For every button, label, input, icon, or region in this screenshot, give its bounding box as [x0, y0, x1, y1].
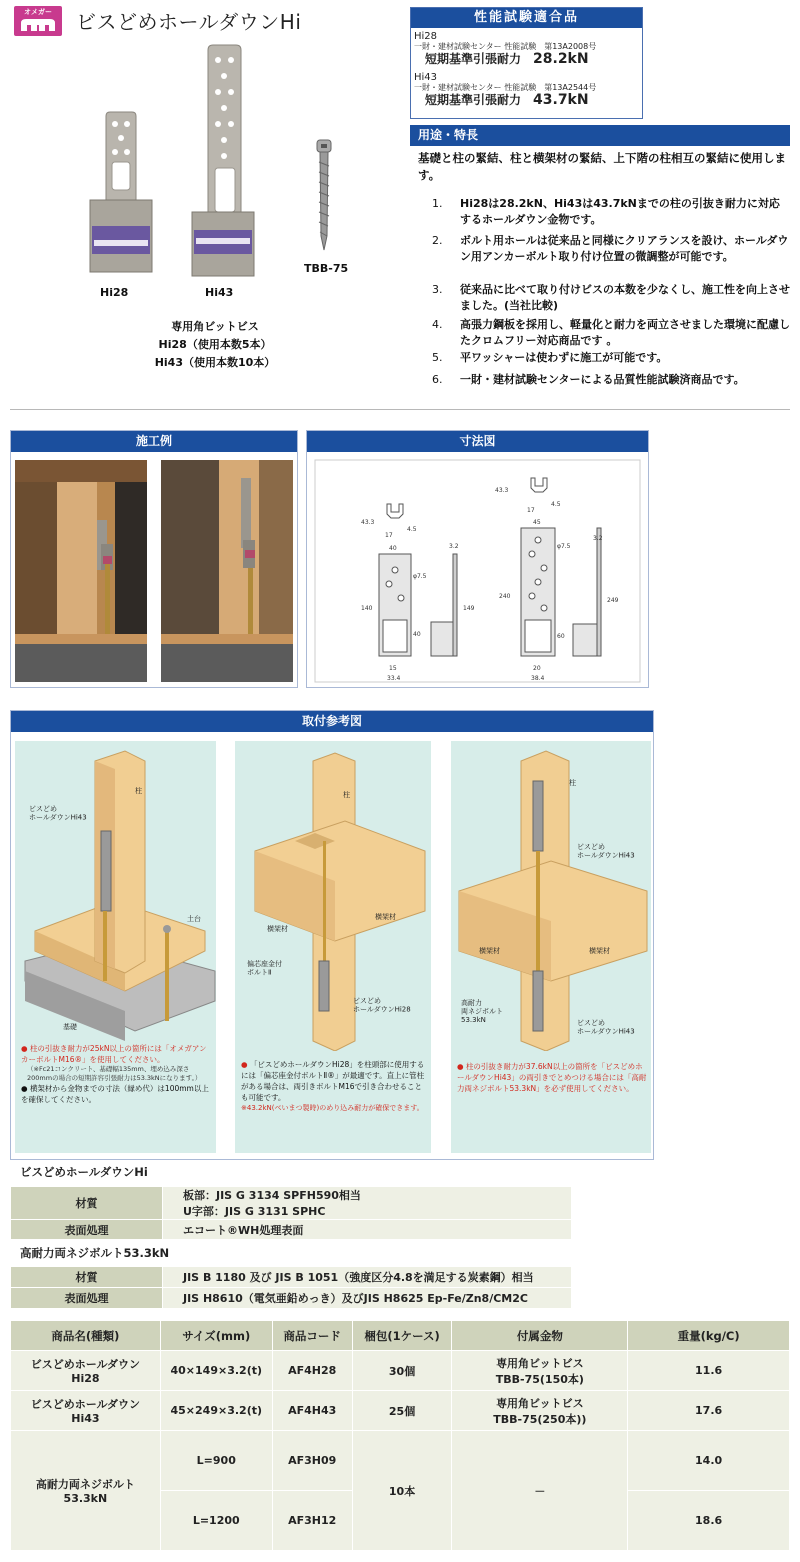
label-beam-right: 横架材 — [375, 913, 396, 921]
screw-usage-caption — [140, 318, 290, 372]
spec-row — [11, 1267, 572, 1288]
section-divider — [10, 409, 790, 410]
omega-mark-icon — [19, 17, 57, 33]
caption-line: Hi28（使用本数5本） — [158, 338, 272, 351]
construction-example-section — [10, 430, 298, 688]
accessory-line: 専用角ビットビス — [496, 1396, 584, 1410]
cell-name — [11, 1431, 161, 1551]
feature-number: 3. — [432, 283, 443, 296]
hi43-photo — [192, 45, 254, 276]
hi43-b2: 38.4 — [531, 675, 545, 682]
name-line: Hi28 — [71, 1372, 100, 1385]
note-text: 横架材から金物までの寸法（縁め代）は100mm以上を確保してください。 — [21, 1084, 209, 1104]
spec-value — [163, 1187, 572, 1220]
hi28-photo — [90, 112, 152, 272]
name-line: 53.3kN — [63, 1492, 108, 1505]
hi43-d1: 43.3 — [495, 487, 509, 494]
cell-pack: 10本 — [352, 1431, 452, 1551]
note-text: 「ビスどめホールダウンHi28」を柱頭部に使用するには「偏芯座金付ボルトⅡ®」が最適です。直上に管柱がある場合は、両引きボルトM16で引き合わせることも可能です。 — [241, 1060, 425, 1102]
spec-line: U字部：JIS G 3131 SPHC — [183, 1205, 326, 1218]
feature-item — [432, 282, 790, 314]
feature-text: 高張力鋼板を採用し、軽量化と耐力を両立させました環境に配慮したクロムフリー対応商品です 。 — [460, 318, 790, 347]
name-line: ビスどめホールダウン — [30, 1358, 141, 1371]
label-foundation: 基礎 — [63, 1023, 77, 1031]
hi43-h2: 60 — [557, 633, 565, 640]
table-row — [11, 1391, 790, 1431]
feature-item — [432, 372, 790, 388]
feature-text: ボルト用ホールは従来品と同様にクリアランスを設け、ホールダウン用アンカーボルト取り付け位置の微調整が可能です。 — [460, 234, 789, 263]
feature-number: 5. — [432, 351, 443, 364]
note-text: 柱の引抜き耐力が37.6kN以上の箇所を「ビスどめホールダウンHi43」の両引きでとめつける場合には「高耐力両ネジボルト53.3kN」を必ず使用してください。 — [457, 1062, 647, 1093]
header-accessory: 付属金物 — [452, 1321, 628, 1351]
cell-size: L=1200 — [160, 1491, 272, 1551]
name-line: ビスどめホールダウン — [30, 1398, 141, 1411]
feature-item — [432, 350, 790, 366]
screw-caption: TBB-75 — [304, 262, 349, 275]
cell-code: AF3H09 — [272, 1431, 352, 1491]
note-sub: （※Fc21コンクリート、基礎幅135mm、埋め込み深さ200mmの場合の短期許容引張耐力は53.3kNになります。） — [27, 1065, 202, 1082]
hi28-d3: 4.5 — [407, 526, 417, 533]
table-row — [11, 1431, 790, 1491]
tbb75-screw-photo — [317, 140, 331, 250]
hi28-h3: 149 — [463, 605, 475, 612]
certification-heading: 性能試験適合品 — [411, 8, 642, 28]
spec-row — [11, 1220, 572, 1240]
label-hd-top: ビスどめホールダウンHi43 — [577, 843, 635, 860]
cell-accessory: － — [452, 1431, 628, 1551]
cert-org: 一財・建材試験センター 性能試験 第13A2008号 — [414, 42, 597, 51]
installation-diagram-beam-top — [235, 741, 431, 1153]
feature-text: Hi28は28.2kN、Hi43は43.7kNまでの柱の引抜き耐力に対応するホールダウン金物です。 — [460, 197, 780, 226]
caption-line: Hi43（使用本数10本） — [154, 356, 276, 369]
note: ● 「ビスどめホールダウンHi28」を柱頭部に使用するには「偏芯座金付ボルトⅡ®」が最適です。直上に管柱がある場合は、両引きボルトM16で引き合わせることも可能です。 — [241, 1060, 425, 1102]
feature-number: 2. — [432, 234, 443, 247]
note-text: 柱の引抜き耐力が25kN以上の箇所には「オメガアンカーボルトM16®」を使用してください。 — [21, 1044, 207, 1064]
page-title: ビスどめホールダウンHi — [76, 10, 302, 34]
feature-text: 平ワッシャーは使わずに施工が可能です。 — [460, 351, 668, 364]
cell-size: 40×149×3.2(t) — [160, 1351, 272, 1391]
label-bolt: 高耐力両ネジボルト 53.3kN — [461, 999, 503, 1024]
cell-weight: 18.6 — [628, 1491, 790, 1551]
header-name: 商品名(種類) — [11, 1321, 161, 1351]
hi43-width: 45 — [533, 519, 541, 526]
hi28-caption: Hi28 — [100, 286, 129, 299]
cell-pack: 25個 — [352, 1391, 452, 1431]
spec-value: JIS B 1180 及び JIS B 1051（強度区分4.8を満足する炭素鋼）相当 — [163, 1267, 572, 1288]
feature-number: 1. — [432, 197, 443, 210]
spec-title-holddown: ビスどめホールダウンHi — [20, 1165, 148, 1179]
label-pillar: 柱 — [135, 787, 142, 795]
note: ● 横架材から金物までの寸法（縁め代）は100mm以上を確保してください。 — [21, 1084, 209, 1104]
hi28-hole: φ7.5 — [413, 573, 427, 580]
accessory-line: TBB-75(150本) — [495, 1372, 584, 1386]
hi43-d3: 4.5 — [551, 501, 561, 508]
cert-model: Hi28 — [414, 31, 438, 42]
product-table-header — [11, 1321, 790, 1351]
cell-accessory — [452, 1391, 628, 1431]
spec-line: 板部：JIS G 3134 SPFH590相当 — [183, 1189, 361, 1202]
features-intro: 基礎と柱の緊結、柱と横架材の緊結、上下階の柱相互の緊結に使用します。 — [418, 151, 786, 182]
label-beam-right: 横架材 — [589, 947, 610, 955]
note-sub: ※43.2kN(べいまつ製時)のめり込み耐力が確保できます。 — [241, 1104, 424, 1112]
cell-size: 45×249×3.2(t) — [160, 1391, 272, 1431]
cert-value: 28.2kN — [533, 51, 589, 67]
cell-code: AF4H28 — [272, 1351, 352, 1391]
spec-row — [11, 1288, 572, 1309]
label-pillar: 柱 — [343, 791, 350, 799]
installation-heading: 取付参考図 — [11, 711, 653, 732]
construction-photo-hi28 — [15, 460, 147, 682]
cell-weight: 14.0 — [628, 1431, 790, 1491]
hi28-h2: 40 — [413, 631, 421, 638]
hi28-d2: 17 — [385, 532, 393, 539]
cell-code: AF4H43 — [272, 1391, 352, 1431]
feature-number: 4. — [432, 318, 443, 331]
caption-line: 専用角ビットビス — [171, 320, 259, 333]
label-pillar: 柱 — [569, 779, 576, 787]
cert-org: 一財・建材試験センター 性能試験 第13A2544号 — [414, 83, 597, 92]
certification-box — [410, 7, 643, 119]
spec-table-holddown — [10, 1186, 572, 1240]
hi28-thickness: 3.2 — [449, 543, 459, 550]
feature-text: 従来品に比べて取り付けビスの本数を少なくし、施工性を向上させました。(当社比較) — [460, 283, 790, 312]
beam-top-notes — [241, 1059, 427, 1114]
accessory-line: 専用角ビットビス — [496, 1356, 584, 1370]
hi28-b1: 15 — [389, 665, 397, 672]
label-beam-left: 横架材 — [479, 947, 500, 955]
features-heading: 用途・特長 — [418, 128, 479, 142]
hi43-hole: φ7.5 — [557, 543, 571, 550]
spec-key: 表面処理 — [11, 1220, 163, 1240]
cert-label: 短期基準引張耐力 — [425, 52, 522, 66]
construction-example-heading: 施工例 — [11, 431, 297, 452]
accessory-line: TBB-75(250本)) — [493, 1412, 587, 1426]
spec-key: 表面処理 — [11, 1288, 163, 1309]
hi28-b2: 33.4 — [387, 675, 401, 682]
installation-diagram-foundation — [15, 741, 216, 1153]
hi43-h3: 249 — [607, 597, 619, 604]
construction-photos — [11, 452, 297, 688]
brand-logo — [14, 6, 62, 36]
hi43-h1: 240 — [499, 593, 511, 600]
header-pack: 梱包(1ケース) — [352, 1321, 452, 1351]
spec-value: エコート®WH処理表面 — [163, 1220, 572, 1240]
cert-value-row — [425, 52, 642, 66]
hi43-b1: 20 — [533, 665, 541, 672]
name-line: Hi43 — [71, 1412, 100, 1425]
cell-code: AF3H12 — [272, 1491, 352, 1551]
dimensions-heading: 寸法図 — [307, 431, 648, 452]
cell-accessory — [452, 1351, 628, 1391]
cell-weight: 17.6 — [628, 1391, 790, 1431]
spec-table-bolt — [10, 1266, 572, 1309]
installation-section — [10, 710, 654, 1160]
table-row — [11, 1351, 790, 1391]
label-beam-left: 横架材 — [267, 925, 288, 933]
cell-pack: 30個 — [352, 1351, 452, 1391]
construction-photo-hi43 — [161, 460, 293, 682]
header-weight: 重量(kg/C) — [628, 1321, 790, 1351]
spec-key: 材質 — [11, 1267, 163, 1288]
spec-row — [11, 1187, 572, 1220]
foundation-drawing — [15, 741, 216, 1041]
cert-value: 43.7kN — [533, 92, 589, 108]
name-line: 高耐力両ネジボルト — [35, 1478, 135, 1491]
spec-key: 材質 — [11, 1187, 163, 1220]
label-hd-hi43: ビスどめホールダウンHi43 — [29, 805, 87, 822]
hi43-thickness: 3.2 — [593, 535, 603, 542]
label-bolt: 偏芯座金付ボルトⅡ — [247, 960, 282, 977]
foundation-notes — [21, 1043, 213, 1105]
cell-name — [11, 1351, 161, 1391]
installation-diagram-column-joint — [451, 741, 651, 1153]
cell-weight: 11.6 — [628, 1351, 790, 1391]
feature-text: 一財・建材試験センターによる品質性能試験済商品です。 — [460, 373, 745, 386]
hi43-d2: 17 — [527, 507, 535, 514]
dimension-drawing — [307, 452, 648, 688]
header-size: サイズ(mm) — [160, 1321, 272, 1351]
dimensions-section — [306, 430, 649, 688]
hi28-h1: 140 — [361, 605, 373, 612]
feature-item — [432, 317, 790, 349]
feature-number: 6. — [432, 373, 443, 386]
cell-name — [11, 1391, 161, 1431]
note: ● 柱の引抜き耐力が37.6kN以上の箇所を「ビスどめホールダウンHi43」の両引きでとめつける場合には「高耐力両ネジボルト53.3kN」を必ず使用してください。 — [457, 1062, 647, 1093]
feature-item — [432, 196, 790, 228]
product-photos — [60, 40, 390, 290]
cert-model: Hi43 — [414, 72, 438, 83]
logo-text: オメガー — [24, 8, 52, 16]
spec-value: JIS H8610（電気亜鉛めっき）及びJIS H8625 Ep-Fe/Zn8/CM2C — [163, 1288, 572, 1309]
label-hd-hi28: ビスどめホールダウンHi28 — [353, 997, 411, 1014]
hi28-d1: 43.3 — [361, 519, 375, 526]
column-joint-drawing — [451, 741, 651, 1051]
features-heading-bar — [410, 125, 790, 146]
cert-value-row — [425, 93, 642, 107]
product-table — [10, 1320, 790, 1551]
cert-label: 短期基準引張耐力 — [425, 93, 522, 107]
note: ● 柱の引抜き耐力が25kN以上の箇所には「オメガアンカーボルトM16®」を使用してください。 — [21, 1044, 207, 1064]
beam-top-drawing — [235, 741, 431, 1051]
label-hd-bottom: ビスどめホールダウンHi43 — [577, 1019, 635, 1036]
header-code: 商品コード — [272, 1321, 352, 1351]
spec-title-bolt: 高耐力両ネジボルト53.3kN — [20, 1246, 170, 1260]
column-joint-notes — [457, 1061, 647, 1094]
hi43-caption: Hi43 — [205, 286, 234, 299]
feature-item — [432, 233, 790, 265]
label-sill: 土台 — [187, 915, 201, 923]
hi28-width: 40 — [389, 545, 397, 552]
cell-size: L=900 — [160, 1431, 272, 1491]
